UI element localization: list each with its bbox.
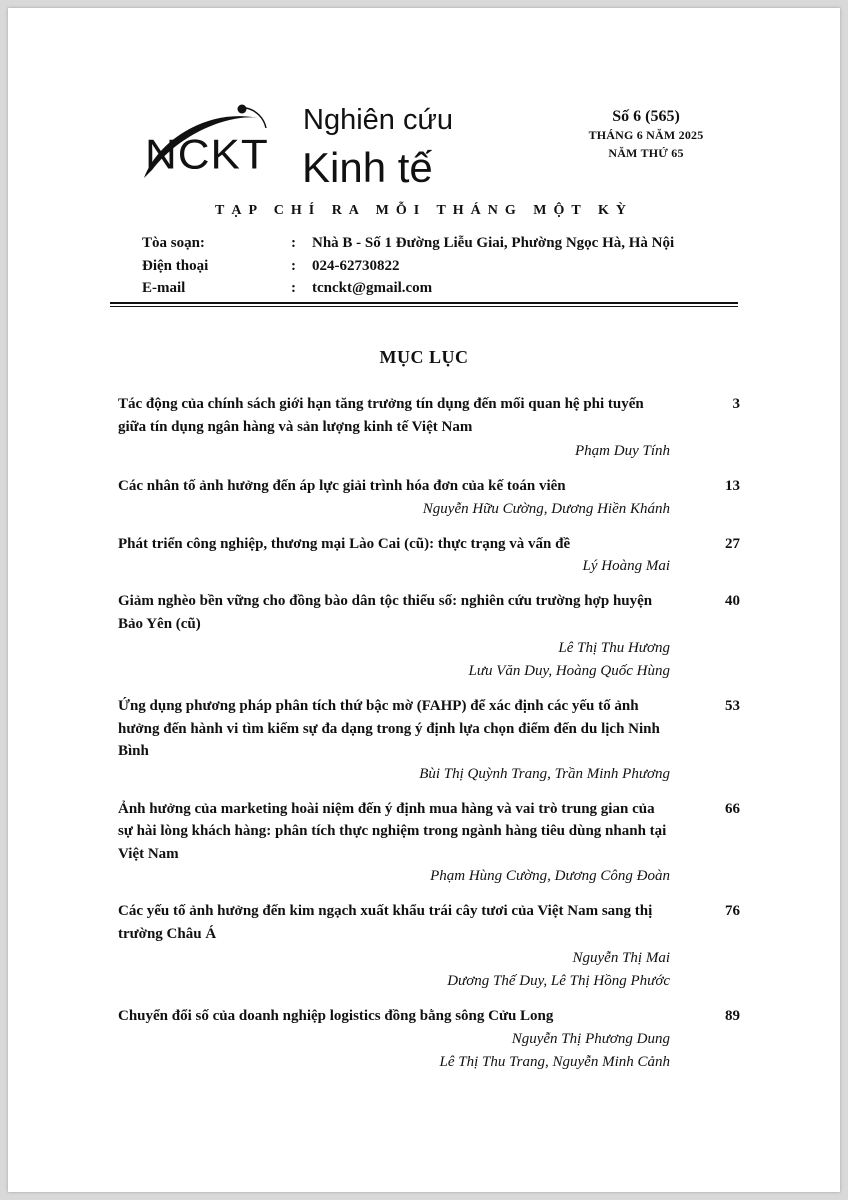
- article-author: Nguyễn Thị Mai: [572, 950, 670, 966]
- article-title: Chuyển đổi số của doanh nghiệp logistics đồng bằng sông Cửu Long: [118, 1008, 554, 1024]
- toc-entry: [118, 475, 740, 521]
- article-author: Lê Thị Thu Hương: [558, 640, 670, 656]
- article-author: Lưu Văn Duy, Hoàng Quốc Hùng: [468, 663, 670, 679]
- table-of-contents: [118, 393, 740, 1074]
- article-author: Dương Thế Duy, Lê Thị Hồng Phước: [447, 973, 670, 989]
- contact-colon: :: [291, 280, 296, 296]
- article-title: Phát triển công nghiệp, thương mại Lào Cai (cũ): thực trạng và vấn đề: [118, 535, 571, 552]
- toc-entry: [118, 393, 740, 463]
- contact-row: [142, 280, 742, 303]
- page-number: 53: [725, 698, 740, 714]
- header-divider-thin: [110, 306, 738, 307]
- header-divider: [110, 302, 738, 304]
- page-number: 27: [725, 535, 740, 552]
- page-number: 76: [725, 903, 740, 919]
- article-author: Phạm Duy Tính: [575, 443, 670, 459]
- contact-label: E-mail: [142, 280, 186, 296]
- article-title: Giảm nghèo bền vững cho đồng bào dân tộc thiểu số: nghiên cứu trường hợp huyện Bảo Yên (cũ): [118, 593, 653, 632]
- contact-colon: :: [291, 235, 296, 251]
- issue-month: THÁNG 6 NĂM 2025: [588, 128, 704, 142]
- article-author: Nguyễn Thị Phương Dung: [511, 1030, 670, 1047]
- contact-value: Nhà B - Số 1 Đường Liễu Giai, Phường Ngọc Hà, Hà Nội: [312, 235, 675, 251]
- contact-label: Điện thoại: [142, 257, 209, 274]
- article-author: Lê Thị Thu Trang, Nguyễn Minh Cảnh: [439, 1053, 670, 1070]
- contact-colon: :: [291, 257, 296, 274]
- issue-year: NĂM THỨ 65: [608, 146, 684, 160]
- article-title: Các yếu tố ảnh hưởng đến kim ngạch xuất khẩu trái cây tươi của Việt Nam sang thị trường Châu Á: [118, 903, 653, 942]
- issue-info: [566, 108, 726, 162]
- toc-entry: [118, 590, 740, 683]
- contact-row: [142, 258, 742, 281]
- toc-entry: [118, 1005, 740, 1074]
- article-title: Ảnh hưởng của marketing hoài niệm đến ý định mua hàng và vai trò trung gian của sự hài lòng khách hàng: phân tích thực nghiệm trong ngành hàng tiêu dùng nhanh tại Việt Nam: [118, 800, 667, 862]
- contact-block: [142, 235, 742, 303]
- toc-entry: [118, 900, 740, 993]
- article-author: Lý Hoàng Mai: [582, 558, 670, 574]
- journal-logo: [138, 100, 278, 190]
- page-number: 66: [725, 800, 740, 817]
- logo-text: NCKT: [145, 131, 269, 178]
- tagline: TẠP CHÍ RA MỖI THÁNG MỘT KỲ: [215, 203, 633, 218]
- page-number: 40: [725, 593, 740, 609]
- issue-number: Số 6 (565): [612, 108, 680, 125]
- toc-title: MỤC LỤC: [379, 347, 469, 367]
- article-author: Bùi Thị Quỳnh Trang, Trần Minh Phương: [419, 765, 670, 782]
- toc-entry: [118, 798, 740, 889]
- article-title: Tác động của chính sách giới hạn tăng trưởng tín dụng đến mối quan hệ phi tuyến giữa tín dụng ngân hàng và sản lượng kinh tế Việt Nam: [118, 396, 644, 435]
- article-title: Các nhân tố ảnh hưởng đến áp lực giải trình hóa đơn của kế toán viên: [118, 478, 566, 494]
- toc-entry: [118, 533, 740, 579]
- page-number: 13: [725, 478, 740, 494]
- magazine-name-line2: Kinh tế: [302, 144, 433, 191]
- article-author: Nguyễn Hữu Cường, Dương Hiền Khánh: [422, 500, 670, 517]
- contact-value: 024-62730822: [312, 257, 400, 274]
- toc-entry: [118, 695, 740, 786]
- article-author: Phạm Hùng Cường, Dương Công Đoàn: [430, 868, 670, 884]
- contact-value: tcnckt@gmail.com: [312, 280, 433, 296]
- page-number: 3: [732, 396, 740, 412]
- contact-label: Tòa soạn:: [142, 235, 205, 251]
- magazine-name-line1: Nghiên cứu: [303, 104, 453, 136]
- article-title: Ứng dụng phương pháp phân tích thứ bậc mờ (FAHP) để xác định các yếu tố ảnh hưởng đến hành vi tìm kiếm sự đa dạng trong ý định lựa chọn điểm đến du lịch Ninh Bình: [118, 698, 660, 759]
- page-number: 89: [725, 1008, 740, 1024]
- contact-row: [142, 235, 742, 258]
